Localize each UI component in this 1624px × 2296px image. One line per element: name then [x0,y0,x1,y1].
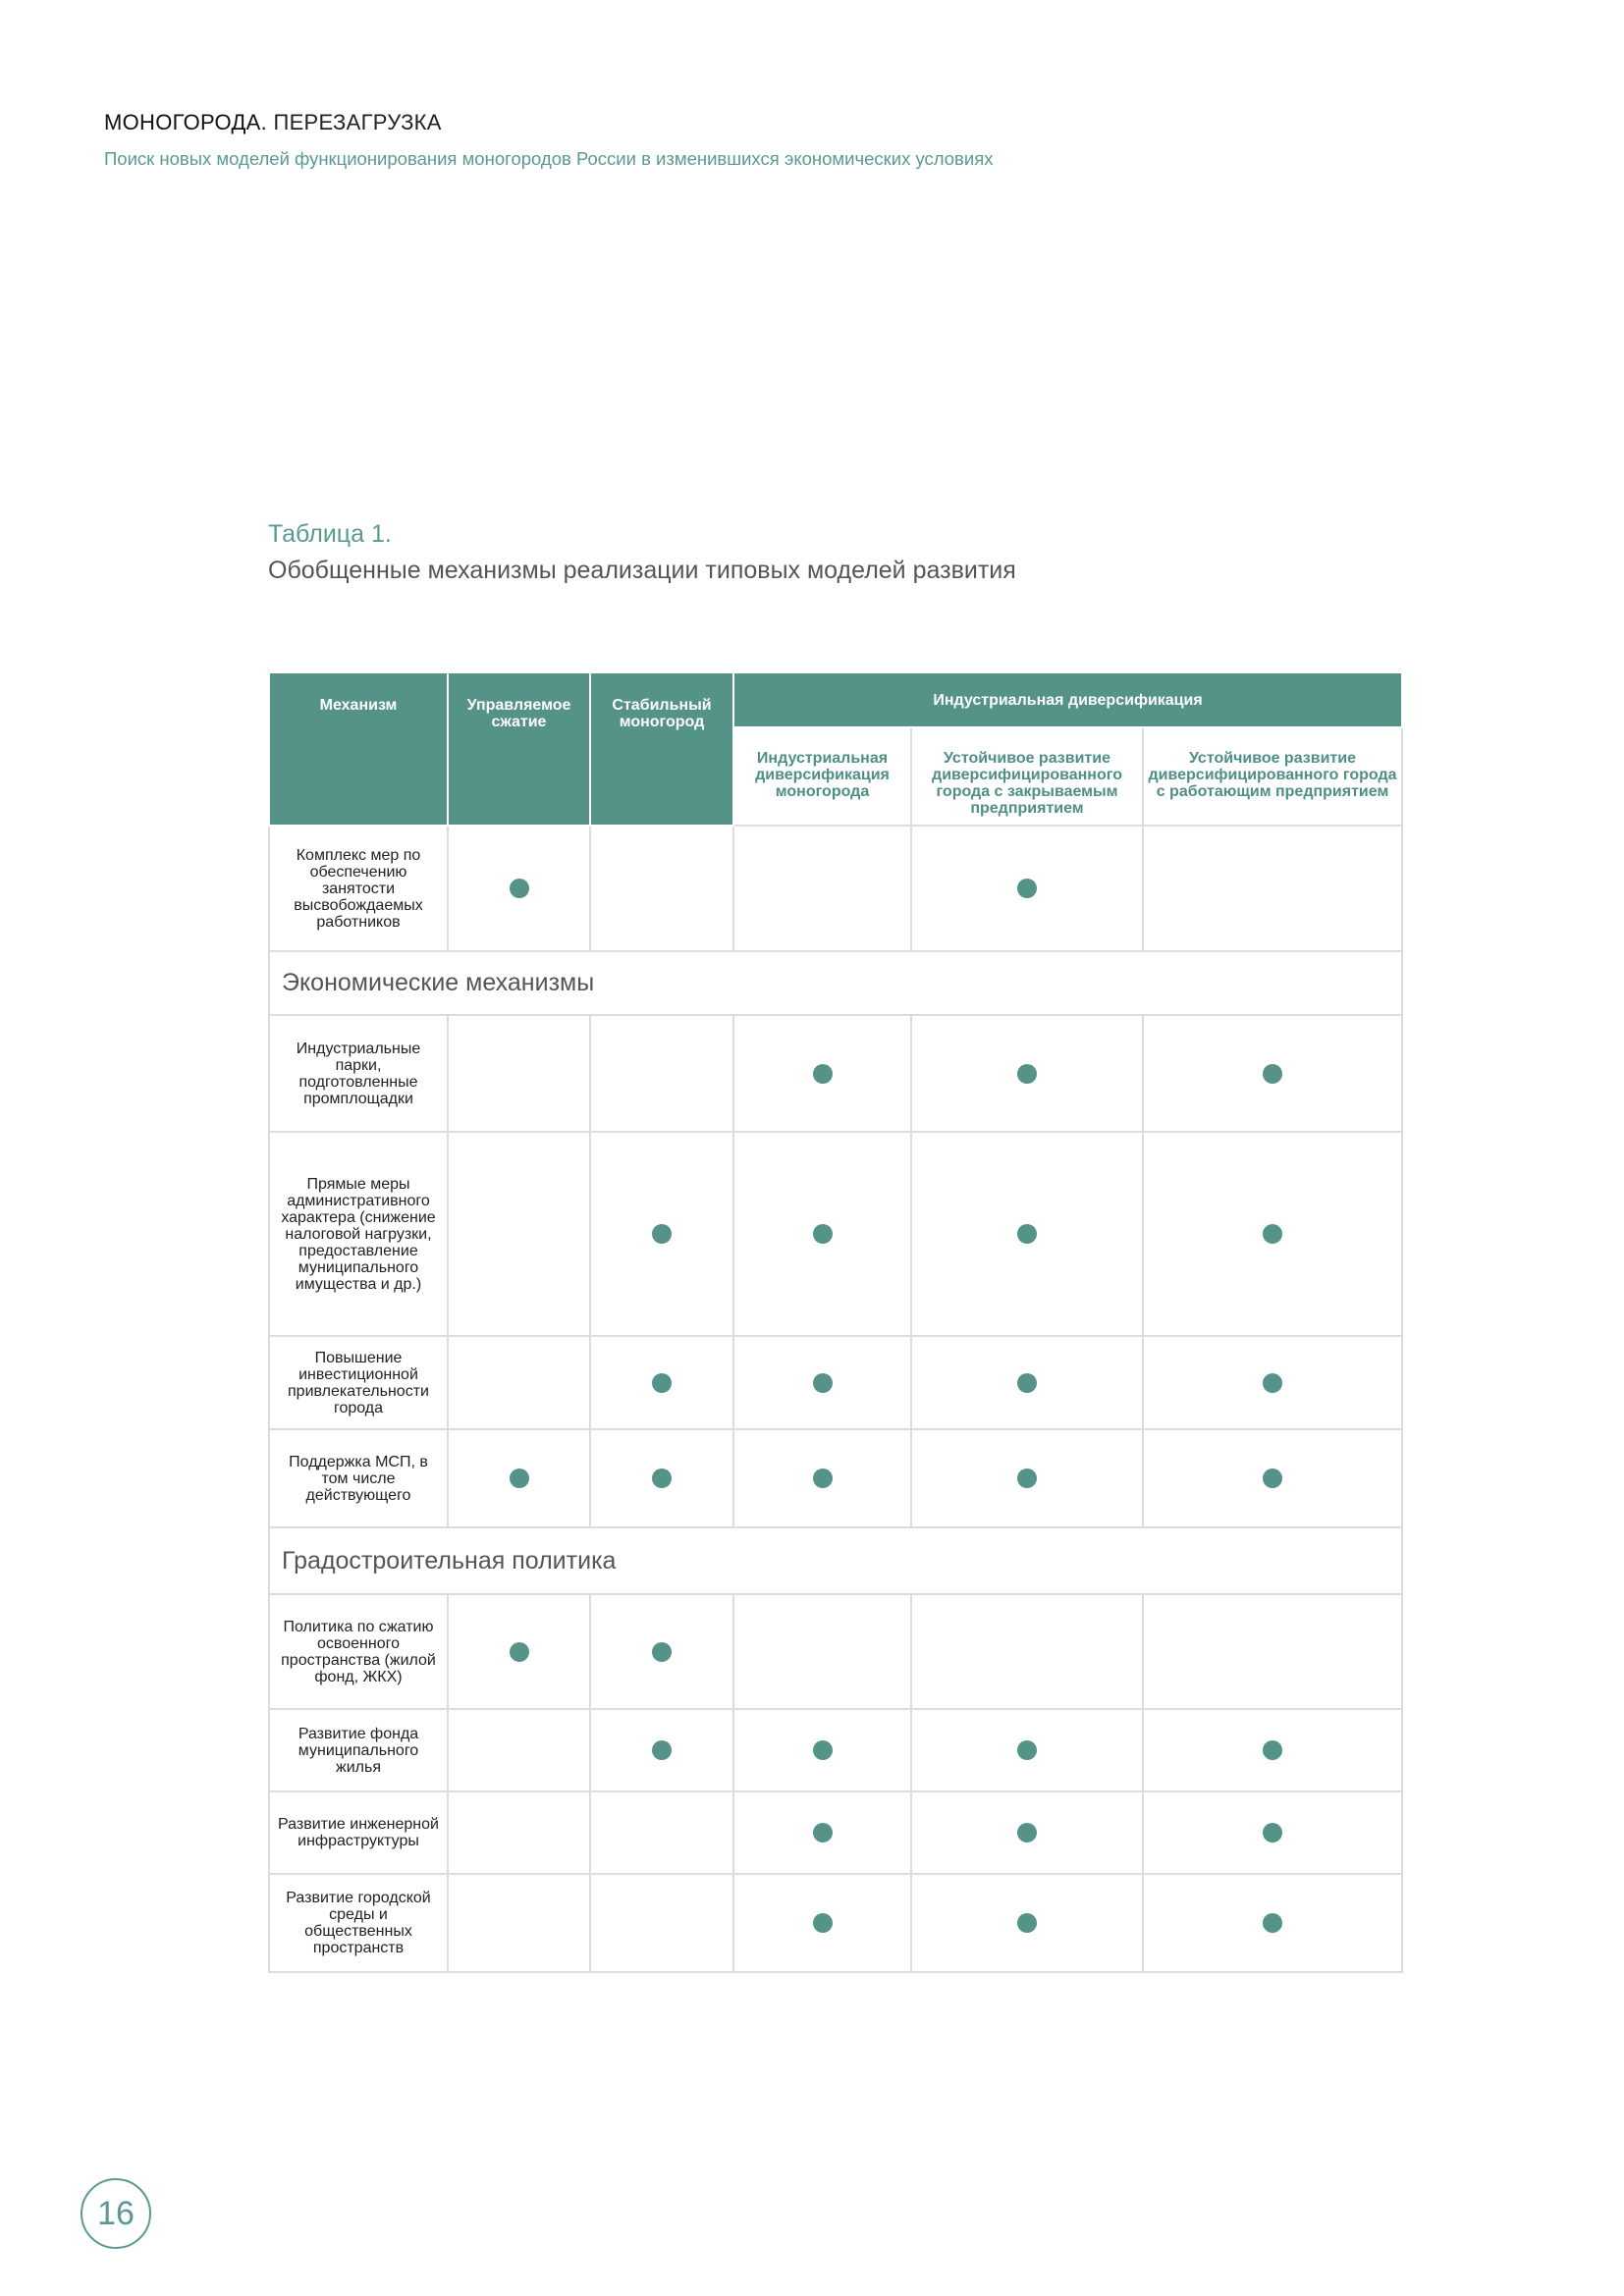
mark-cell [1143,1132,1402,1336]
mark-cell [590,1791,733,1874]
document-title [104,110,993,135]
marker-dot-icon [1263,1373,1282,1393]
row-label: Повышение инвестиционной привлекательности города [269,1336,448,1429]
mark-cell [1143,826,1402,951]
page-number: 16 [81,2178,151,2249]
table-row [269,1336,1402,1429]
row-label: Развитие фонда муниципального жилья [269,1709,448,1791]
document-title-bold: МОНОГОРОДА. [104,110,268,134]
mark-cell [1143,1429,1402,1527]
marker-dot-icon [652,1740,672,1760]
mark-cell [448,1594,590,1709]
mark-cell [911,1594,1143,1709]
mark-cell [733,1594,911,1709]
marker-dot-icon [1017,879,1037,898]
marker-dot-icon [1263,1224,1282,1244]
mark-cell [733,1709,911,1791]
mark-cell [911,1874,1143,1972]
marker-dot-icon [652,1468,672,1488]
mark-cell [733,1015,911,1132]
running-head [104,110,993,170]
section-row [269,951,1402,1015]
mark-cell [911,826,1143,951]
mark-cell [1143,1336,1402,1429]
table-row [269,1132,1402,1336]
mark-cell [448,1336,590,1429]
table-row [269,1015,1402,1132]
mark-cell [911,1132,1143,1336]
section-economic: Экономические механизмы [269,951,1402,1015]
marker-dot-icon [1017,1913,1037,1933]
col-header-sub3: Устойчивое развитие диверсифицированного города с работающим предприятием [1143,727,1402,826]
col-header-managed-shrink: Управляемое сжатие [448,672,590,826]
mark-cell [448,1791,590,1874]
mark-cell [911,1015,1143,1132]
mark-cell [733,826,911,951]
table-row [269,1594,1402,1709]
marker-dot-icon [1263,1740,1282,1760]
marker-dot-icon [1017,1740,1037,1760]
mark-cell [911,1336,1143,1429]
mark-cell [733,1791,911,1874]
marker-dot-icon [813,1468,833,1488]
row-label: Комплекс мер по обеспечению занятости высвобождаемых работников [269,826,448,951]
mark-cell [590,1594,733,1709]
row-label: Развитие инженерной инфраструктуры [269,1791,448,1874]
mark-cell [733,1429,911,1527]
marker-dot-icon [1017,1823,1037,1842]
marker-dot-icon [813,1224,833,1244]
marker-dot-icon [1263,1823,1282,1842]
marker-dot-icon [1263,1468,1282,1488]
mark-cell [448,1429,590,1527]
row-label: Политика по сжатию освоенного пространства (жилой фонд, ЖКХ) [269,1594,448,1709]
marker-dot-icon [813,1064,833,1084]
col-header-sub1: Индустриальная диверсификация моногорода [733,727,911,826]
mark-cell [1143,1709,1402,1791]
row-label: Индустриальные парки, подготовленные промплощадки [269,1015,448,1132]
mark-cell [911,1791,1143,1874]
marker-dot-icon [652,1224,672,1244]
mark-cell [1143,1015,1402,1132]
marker-dot-icon [652,1642,672,1662]
col-header-mechanism: Механизм [269,672,448,826]
mark-cell [448,826,590,951]
mark-cell [733,1336,911,1429]
document-subtitle: Поиск новых моделей функционирования моногородов России в изменившихся экономических условиях [104,148,994,169]
col-header-sub2: Устойчивое развитие диверсифицированного города с закрываемым предприятием [911,727,1143,826]
mark-cell [590,1709,733,1791]
col-header-stable: Стабильный моногород [590,672,733,826]
table-row [269,1709,1402,1791]
marker-dot-icon [510,1642,529,1662]
row-label: Развитие городской среды и общественных пространств [269,1874,448,1972]
table-row [269,1874,1402,1972]
marker-dot-icon [1263,1064,1282,1084]
marker-dot-icon [813,1823,833,1842]
marker-dot-icon [813,1740,833,1760]
mark-cell [590,1015,733,1132]
mark-cell [448,1132,590,1336]
mark-cell [590,1429,733,1527]
table-caption-label: Таблица 1. [268,520,392,548]
section-row [269,1527,1402,1594]
col-header-industrial-group: Индустриальная диверсификация [733,672,1402,727]
mark-cell [1143,1594,1402,1709]
marker-dot-icon [813,1373,833,1393]
mark-cell [590,826,733,951]
marker-dot-icon [652,1373,672,1393]
mark-cell [1143,1874,1402,1972]
document-title-rest: ПЕРЕЗАГРУЗКА [267,110,442,134]
mark-cell [590,1132,733,1336]
marker-dot-icon [1263,1913,1282,1933]
mark-cell [590,1336,733,1429]
mark-cell [733,1132,911,1336]
row-label: Поддержка МСП, в том числе действующего [269,1429,448,1527]
mark-cell [448,1874,590,1972]
table-caption [268,520,1016,585]
mechanisms-table [268,671,1403,1973]
marker-dot-icon [1017,1064,1037,1084]
mark-cell [911,1429,1143,1527]
marker-dot-icon [813,1913,833,1933]
mark-cell [911,1709,1143,1791]
table-row [269,1429,1402,1527]
mark-cell [448,1709,590,1791]
table-row [269,1791,1402,1874]
mark-cell [1143,1791,1402,1874]
marker-dot-icon [510,1468,529,1488]
table-row [269,826,1402,951]
row-label: Прямые меры административного характера (снижение налоговой нагрузки, предоставление муниципального имущества и др.) [269,1132,448,1336]
section-urban: Градостроительная политика [269,1527,1402,1594]
table-caption-text: Обобщенные механизмы реализации типовых моделей развития [268,557,1016,584]
mark-cell [448,1015,590,1132]
marker-dot-icon [1017,1373,1037,1393]
mark-cell [590,1874,733,1972]
marker-dot-icon [510,879,529,898]
mark-cell [733,1874,911,1972]
marker-dot-icon [1017,1468,1037,1488]
marker-dot-icon [1017,1224,1037,1244]
